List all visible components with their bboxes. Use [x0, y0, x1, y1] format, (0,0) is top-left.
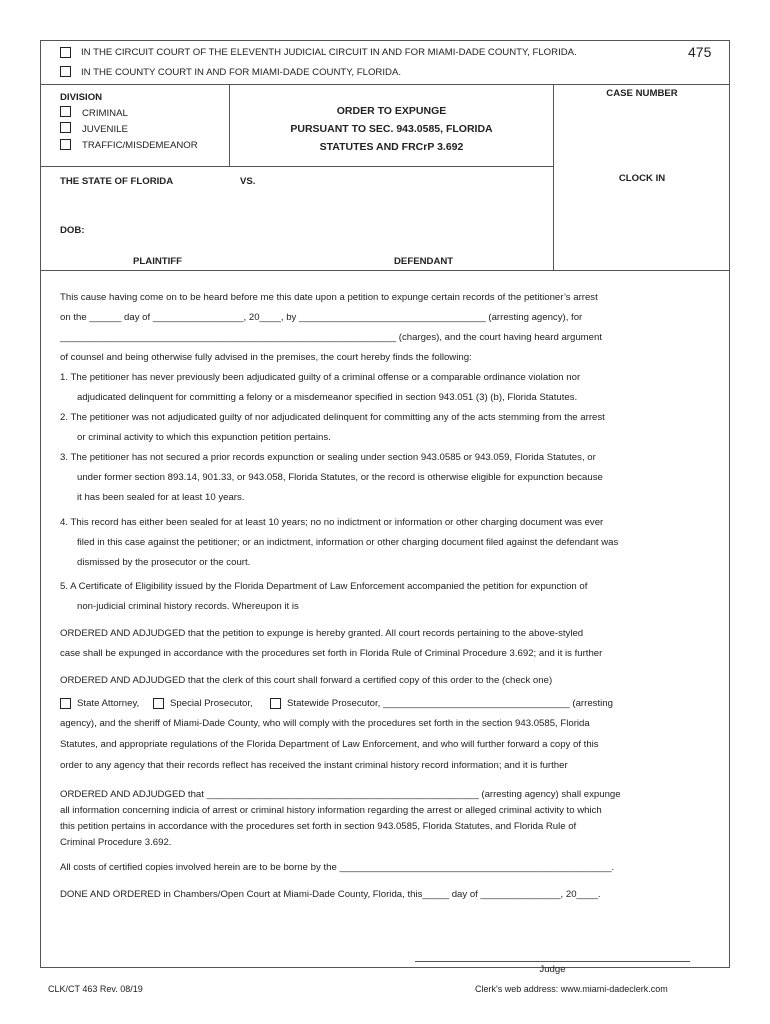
defendant-label: DEFENDANT: [394, 256, 454, 267]
costs-line: All costs of certified copies involved herein are to be borne by the ___________________________________________________.: [60, 862, 615, 873]
statewide-prosecutor-checkbox[interactable]: [270, 698, 281, 709]
order-2: agency), and the sheriff of Miami-Dade County, who will comply with the procedures set forth in the section 943.0585, Florida: [60, 718, 590, 729]
circuit-court-label: IN THE CIRCUIT COURT OF THE ELEVENTH JUDICIAL CIRCUIT IN AND FOR MIAMI-DADE COUNTY, FLORIDA.: [81, 47, 577, 58]
clerk-website: Clerk's web address: www.miami-dadeclerk.com: [475, 984, 668, 994]
divider: [40, 84, 730, 85]
order-title-line2: PURSUANT TO SEC. 943.0585, FLORIDA: [290, 123, 493, 135]
judge-signature-line: [415, 961, 690, 962]
juvenile-checkbox[interactable]: [60, 122, 71, 133]
finding-2: or criminal activity to which this expunction petition pertains.: [77, 432, 331, 443]
special-prosecutor-checkbox[interactable]: [153, 698, 164, 709]
traffic-label: TRAFFIC/MISDEMEANOR: [82, 140, 198, 151]
circuit-court-checkbox[interactable]: [60, 47, 71, 58]
finding-1: 1. The petitioner has never previously been adjudicated guilty of a criminal offense or a comparable ordinance violation nor: [60, 372, 581, 383]
finding-5: non-judicial criminal history records. Whereupon it is: [77, 601, 299, 612]
juvenile-label: JUVENILE: [82, 124, 128, 135]
done-and-ordered: DONE AND ORDERED in Chambers/Open Court at Miami-Dade County, Florida, this_____ day of _______________, 20____.: [60, 889, 601, 900]
order-title-line1: ORDER TO EXPUNGE: [336, 105, 447, 117]
intro-line: on the ______ day of _________________, 20____, by ___________________________________ (arresting agency), for: [60, 312, 583, 323]
finding-2: 2. The petitioner was not adjudicated guilty of nor adjudicated delinquent for committing any of the acts stemming from the arrest: [60, 412, 605, 423]
divider: [40, 166, 553, 167]
state-attorney-checkbox[interactable]: [60, 698, 71, 709]
finding-4: 4. This record has either been sealed for at least 10 years; no no indictment or information or other charging document was ever: [60, 517, 604, 528]
order-1: case shall be expunged in accordance with the procedures set forth in Florida Rule of Criminal Procedure 3.692; and it is further: [60, 648, 603, 659]
finding-3: 3. The petitioner has not secured a prior records expunction or sealing under section 943.0585 or 943.059, Florida Statutes, or: [60, 452, 596, 463]
statewide-prosecutor-label: Statewide Prosecutor, ___________________________________ (arresting: [287, 698, 613, 709]
clock-in-label: CLOCK IN: [618, 173, 666, 184]
county-court-label: IN THE COUNTY COURT IN AND FOR MIAMI-DADE COUNTY, FLORIDA.: [81, 67, 402, 78]
intro-line: This cause having come on to be heard before me this date upon a petition to expunge certain records of the petitioner’s arrest: [60, 292, 598, 303]
finding-1: adjudicated delinquent for committing a felony or a misdemeanor specified in section 943.051 (3) (b), Florida Statutes.: [77, 392, 578, 403]
state-attorney-label: State Attorney,: [77, 698, 140, 709]
order-3: ORDERED AND ADJUDGED that ___________________________________________________ (arresting agency) shall expunge: [60, 789, 621, 800]
finding-5: 5. A Certificate of Eligibility issued by the Florida Department of Law Enforcement accompanied the petition for expunction of: [60, 581, 588, 592]
order-title-line3: STATUTES AND FRCrP 3.692: [319, 141, 464, 153]
order-3: all information concerning indicia of arrest or criminal history information regarding the arrest or alleged criminal activity to which: [60, 805, 602, 816]
form-id: CLK/CT 463 Rev. 08/19: [48, 984, 143, 994]
order-1: ORDERED AND ADJUDGED that the petition to expunge is hereby granted. All court records pertaining to the above-styled: [60, 628, 584, 639]
plaintiff-label: PLAINTIFF: [133, 256, 183, 267]
judge-label: Judge: [539, 964, 566, 975]
finding-3: under former section 893.14, 901.33, or 943.058, Florida Statutes, or the record is otherwise eligible for expunction because: [77, 472, 603, 483]
dob-label: DOB:: [60, 225, 85, 236]
order-2: order to any agency that their records reflect has received the instant criminal history record information; and it is further: [60, 760, 568, 771]
order-2: ORDERED AND ADJUDGED that the clerk of this court shall forward a certified copy of this order to the (check one): [60, 675, 553, 686]
state-of-florida: THE STATE OF FLORIDA: [60, 176, 174, 187]
criminal-checkbox[interactable]: [60, 106, 71, 117]
order-3: Criminal Procedure 3.692.: [60, 837, 172, 848]
order-3: this petition pertains in accordance with the procedures set forth in section 943.0585, Florida Statutes, and Florida Rule of: [60, 821, 577, 832]
county-court-checkbox[interactable]: [60, 66, 71, 77]
vs-label: VS.: [240, 176, 256, 187]
traffic-checkbox[interactable]: [60, 139, 71, 150]
page-number: 475: [688, 44, 712, 60]
division-label: DIVISION: [60, 92, 103, 103]
order-title: [230, 102, 553, 156]
finding-4: dismissed by the prosecutor or the court.: [77, 557, 251, 568]
finding-3: it has been sealed for at least 10 years.: [77, 492, 245, 503]
case-number-label: CASE NUMBER: [606, 88, 678, 99]
intro-line: of counsel and being otherwise fully advised in the premises, the court hereby finds the following:: [60, 352, 472, 363]
finding-4: filed in this case against the petitioner; or an indictment, information or other charging document filed against the defendant was: [77, 537, 619, 548]
special-prosecutor-label: Special Prosecutor,: [170, 698, 253, 709]
order-2: Statutes, and appropriate regulations of the Florida Department of Law Enforcement, and who will further forward a copy of this: [60, 739, 599, 750]
criminal-label: CRIMINAL: [82, 108, 128, 119]
divider: [40, 270, 730, 271]
intro-line: _______________________________________________________________ (charges), and the court having heard argument: [60, 332, 602, 343]
